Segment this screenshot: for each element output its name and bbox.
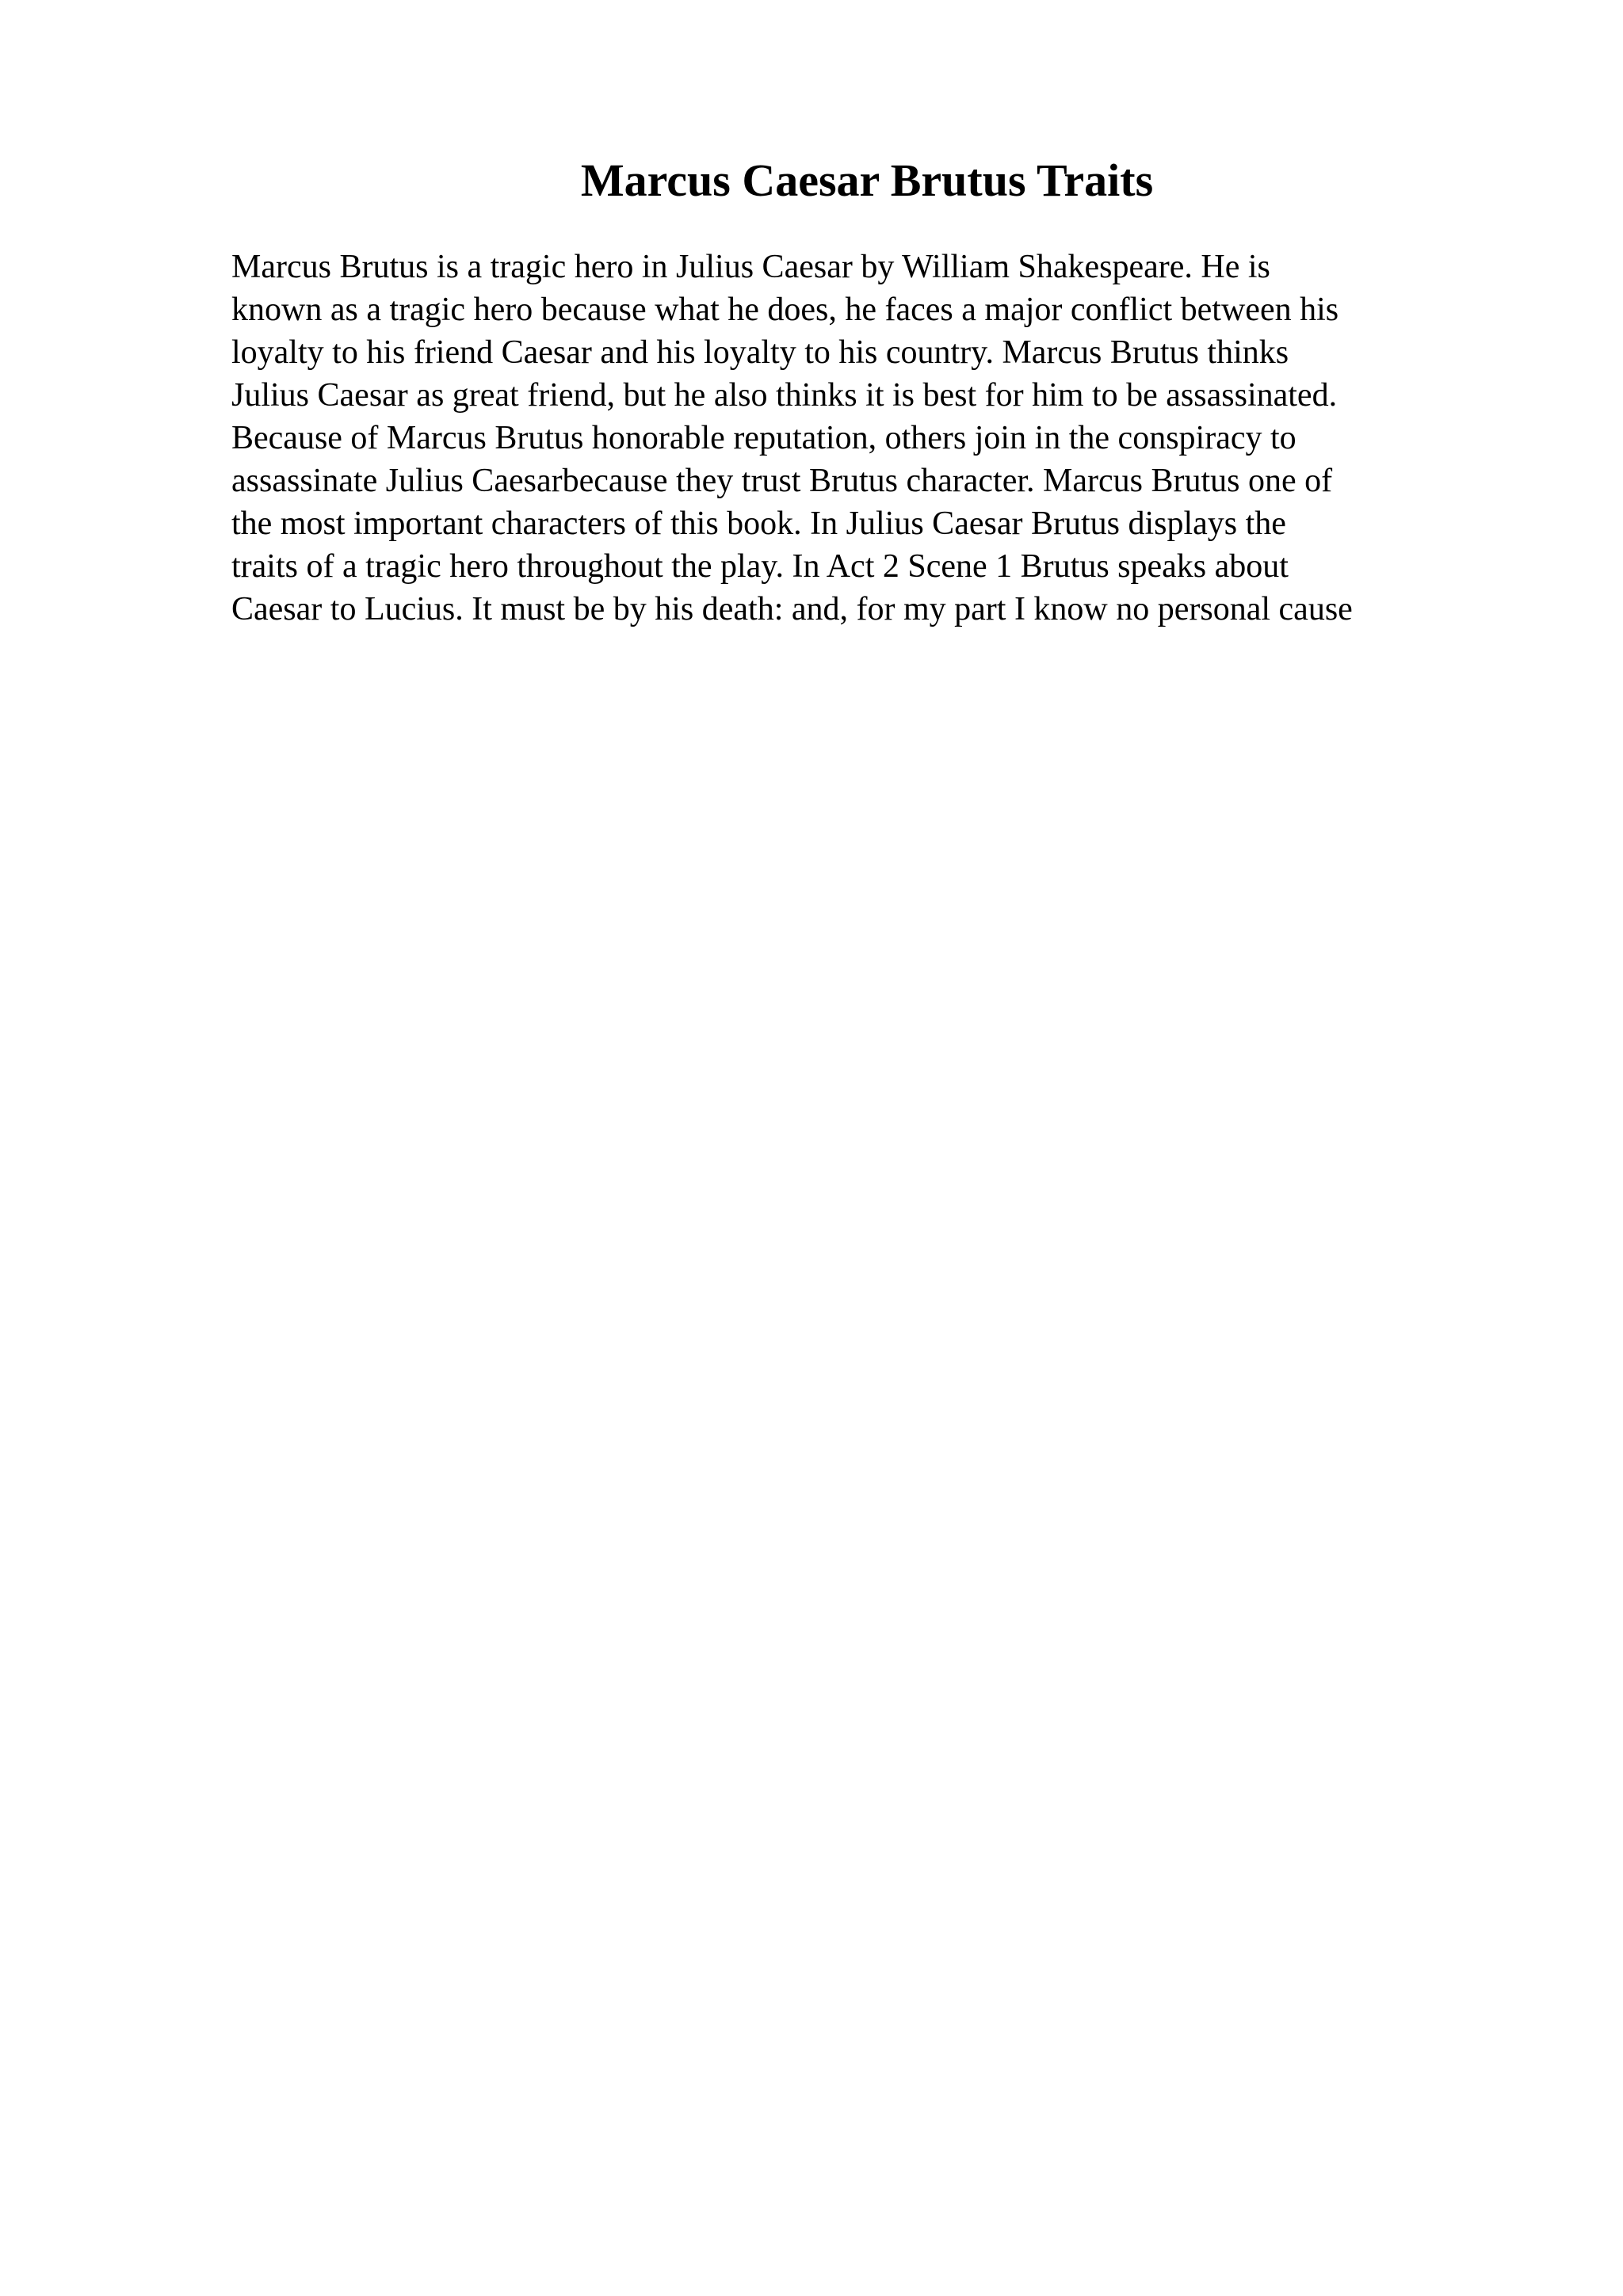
body-line: Because of Marcus Brutus honorable reputation, others join in the conspiracy to [231, 420, 1296, 456]
body-line: traits of a tragic hero throughout the play. In Act 2 Scene 1 Brutus speaks about [231, 548, 1289, 585]
document-body [231, 246, 1499, 631]
body-line: loyalty to his friend Caesar and his loyalty to his country. Marcus Brutus thinks [231, 334, 1289, 371]
body-line: assassinate Julius Caesarbecause they trust Brutus character. Marcus Brutus one of [231, 463, 1333, 499]
body-line: known as a tragic hero because what he does, he faces a major conflict between his [231, 292, 1339, 328]
body-line: Marcus Brutus is a tragic hero in Julius Caesar by William Shakespeare. He is [231, 249, 1270, 285]
body-line: Caesar to Lucius. It must be by his death: and, for my part I know no personal cause [231, 591, 1353, 627]
document-title: Marcus Caesar Brutus Traits [580, 154, 1154, 206]
body-line: Julius Caesar as great friend, but he also thinks it is best for him to be assassinated. [231, 377, 1338, 414]
body-line: the most important characters of this book. In Julius Caesar Brutus displays the [231, 505, 1286, 542]
